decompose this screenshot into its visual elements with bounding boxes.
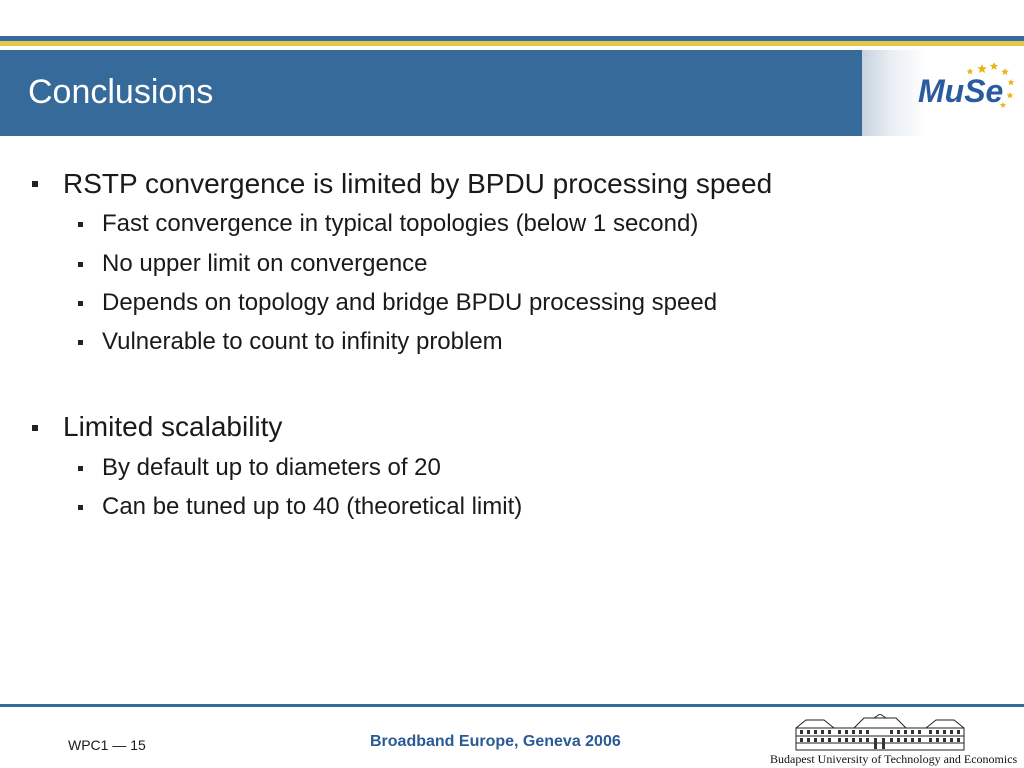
sub-bullet-text: Vulnerable to count to infinity problem — [102, 328, 503, 355]
sub-bullet-text: Fast convergence in typical topologies (below 1 second) — [102, 210, 699, 237]
bullet-text: Limited scalability — [63, 411, 283, 442]
footer-university: Budapest University of Technology and Economics — [770, 752, 1018, 766]
footer-line — [0, 704, 1024, 707]
sub-bullet-text: Depends on topology and bridge BPDU processing speed — [102, 289, 718, 316]
sub-bullet-text: By default up to diameters of 20 — [102, 454, 441, 481]
logo-text: MuSe — [918, 73, 1004, 109]
sub-bullet-marker — [78, 301, 83, 306]
slide-title: Conclusions — [28, 73, 214, 111]
university-building-icon — [794, 714, 966, 757]
top-stripe-yellow — [0, 41, 1024, 46]
muse-logo-graphic — [862, 50, 1024, 136]
muse-logo — [862, 50, 1024, 136]
sub-bullet-marker — [78, 222, 83, 227]
bullet-marker — [32, 181, 38, 187]
bullet-text: RSTP convergence is limited by BPDU processing speed — [63, 168, 773, 199]
slide-number: WPC1 — 15 — [68, 737, 146, 753]
sub-bullet-marker — [78, 262, 83, 267]
sub-bullet-text: No upper limit on convergence — [102, 250, 428, 277]
sub-bullet-marker — [78, 340, 83, 345]
footer-event: Broadband Europe, Geneva 2006 — [370, 733, 621, 750]
bullet-marker — [32, 425, 38, 431]
sub-bullet-marker — [78, 505, 83, 510]
sub-bullet-marker — [78, 466, 83, 471]
sub-bullet-text: Can be tuned up to 40 (theoretical limit) — [102, 493, 523, 520]
